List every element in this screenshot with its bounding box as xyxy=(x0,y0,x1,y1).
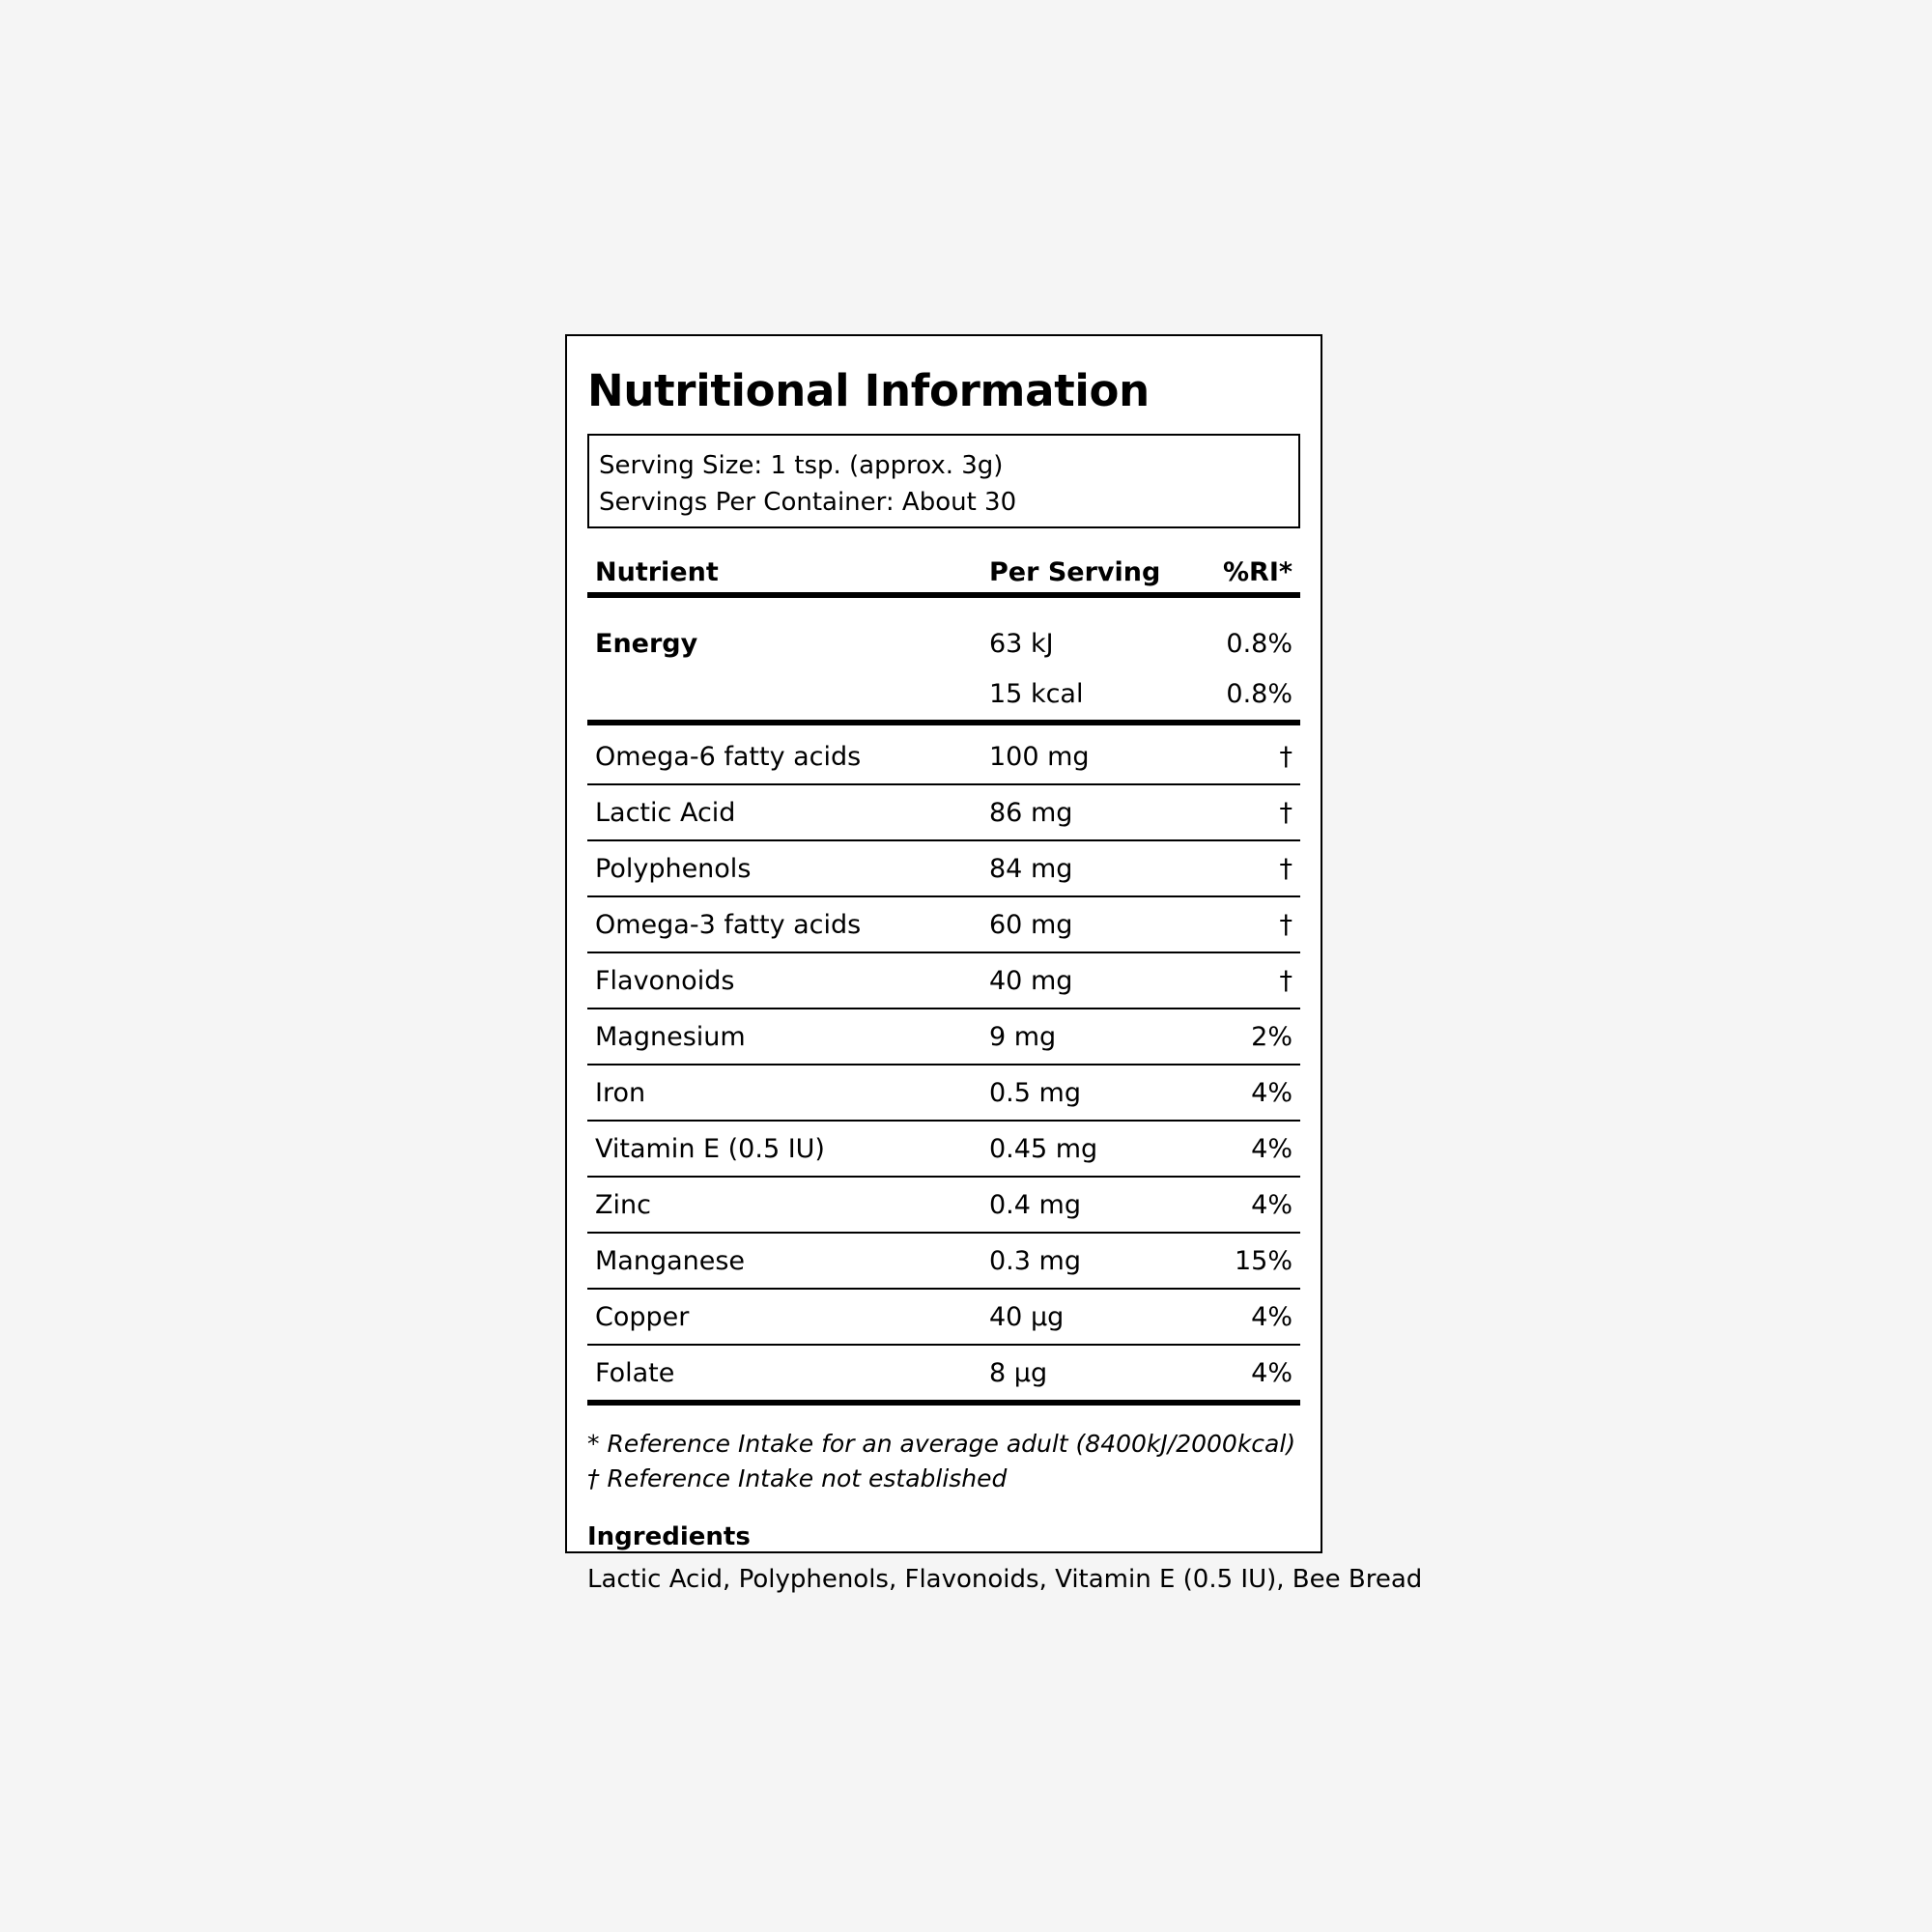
nutrient-name: Lactic Acid xyxy=(595,797,736,828)
energy-kcal-ri: 0.8% xyxy=(1226,678,1293,709)
nutrient-ri: 2% xyxy=(1251,1021,1293,1052)
nutrient-amount: 40 µg xyxy=(989,1301,1065,1332)
nutrient-ri: 4% xyxy=(1251,1301,1293,1332)
nutrient-ri: 4% xyxy=(1251,1357,1293,1388)
energy-row-kj xyxy=(587,617,1300,669)
label-title: Nutritional Information xyxy=(587,365,1150,416)
nutrient-amount: 84 mg xyxy=(989,853,1073,884)
header-nutrient: Nutrient xyxy=(595,556,719,587)
nutrient-name: Iron xyxy=(595,1077,646,1108)
nutrient-amount: 0.3 mg xyxy=(989,1245,1081,1276)
nutrient-list xyxy=(587,729,1300,1406)
nutrient-name: Polyphenols xyxy=(595,853,752,884)
footnotes xyxy=(587,1427,1300,1496)
nutrient-ri: † xyxy=(1279,741,1293,772)
serving-size: Serving Size: 1 tsp. (approx. 3g) xyxy=(599,451,1004,480)
table-header-row xyxy=(587,552,1300,598)
nutrient-amount: 0.5 mg xyxy=(989,1077,1081,1108)
table-row xyxy=(587,1178,1300,1234)
header-per-serving: Per Serving xyxy=(989,556,1161,587)
nutrient-amount: 86 mg xyxy=(989,797,1073,828)
nutrient-ri: 4% xyxy=(1251,1077,1293,1108)
ingredients-text: Lactic Acid, Polyphenols, Flavonoids, Vitamin E (0.5 IU), Bee Bread xyxy=(587,1565,1423,1594)
table-row xyxy=(587,1290,1300,1346)
table-row xyxy=(587,953,1300,1009)
nutrient-amount: 100 mg xyxy=(989,741,1090,772)
nutrient-ri: † xyxy=(1279,965,1293,996)
nutrient-amount: 0.45 mg xyxy=(989,1133,1098,1164)
serving-info-box xyxy=(587,434,1300,528)
table-row xyxy=(587,897,1300,953)
table-row xyxy=(587,841,1300,897)
nutrient-name: Omega-6 fatty acids xyxy=(595,741,862,772)
nutrient-table xyxy=(587,552,1300,1406)
nutrient-name: Omega-3 fatty acids xyxy=(595,909,862,940)
energy-kcal: 15 kcal xyxy=(989,678,1084,709)
nutrient-ri: † xyxy=(1279,853,1293,884)
energy-kj: 63 kJ xyxy=(989,628,1054,659)
nutrient-name: Magnesium xyxy=(595,1021,746,1052)
servings-per-container: Servings Per Container: About 30 xyxy=(599,488,1017,517)
header-ri: %RI* xyxy=(1222,556,1293,587)
nutrient-amount: 0.4 mg xyxy=(989,1189,1081,1220)
nutrient-ri: † xyxy=(1279,909,1293,940)
table-row xyxy=(587,1122,1300,1178)
table-row xyxy=(587,1065,1300,1122)
energy-kj-ri: 0.8% xyxy=(1226,628,1293,659)
nutrient-ri: 4% xyxy=(1251,1133,1293,1164)
nutrient-ri: 4% xyxy=(1251,1189,1293,1220)
energy-name: Energy xyxy=(595,628,698,659)
nutrient-amount: 40 mg xyxy=(989,965,1073,996)
nutrient-ri: 15% xyxy=(1234,1245,1293,1276)
nutrient-amount: 8 µg xyxy=(989,1357,1048,1388)
nutrient-name: Manganese xyxy=(595,1245,746,1276)
nutrient-name: Zinc xyxy=(595,1189,651,1220)
table-row xyxy=(587,1009,1300,1065)
ingredients-heading: Ingredients xyxy=(587,1522,751,1551)
nutrient-ri: † xyxy=(1279,797,1293,828)
nutrient-name: Vitamin E (0.5 IU) xyxy=(595,1133,825,1164)
table-row xyxy=(587,729,1300,785)
nutrition-label xyxy=(565,334,1423,1594)
nutrient-amount: 60 mg xyxy=(989,909,1073,940)
nutrient-name: Copper xyxy=(595,1301,690,1332)
table-row xyxy=(587,1234,1300,1290)
nutrient-name: Flavonoids xyxy=(595,965,735,996)
nutrient-amount: 9 mg xyxy=(989,1021,1057,1052)
nutrient-name: Folate xyxy=(595,1357,675,1388)
table-row xyxy=(587,785,1300,841)
footnote-ri: * Reference Intake for an average adult (8400kJ/2000kcal) xyxy=(587,1430,1296,1458)
footnote-dagger: † Reference Intake not established xyxy=(587,1464,1008,1492)
table-row xyxy=(587,1346,1300,1406)
energy-row-kcal xyxy=(587,669,1300,725)
